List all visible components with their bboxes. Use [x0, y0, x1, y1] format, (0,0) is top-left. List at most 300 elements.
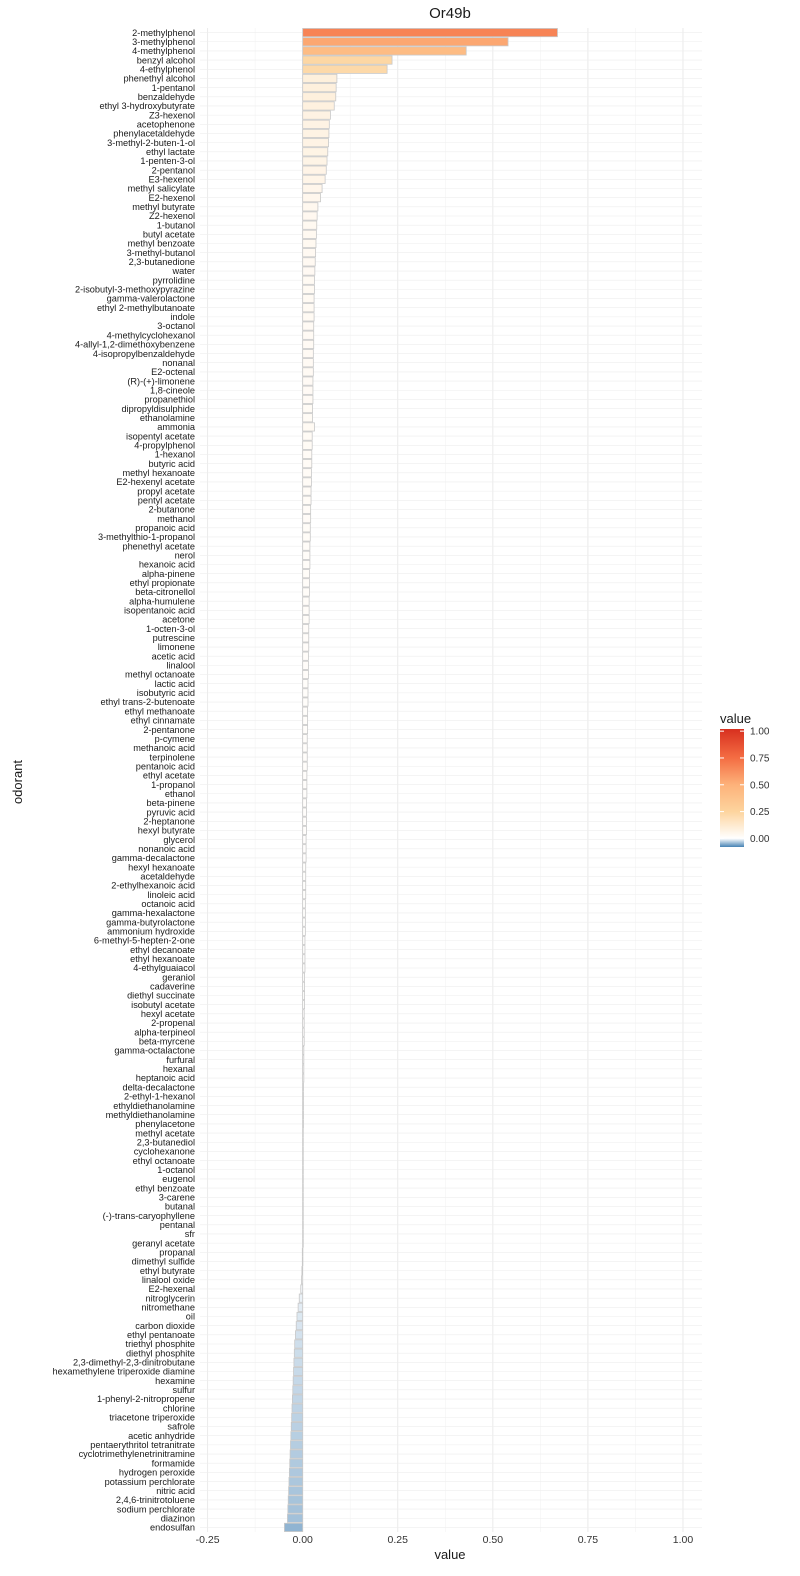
category-label: 4-methylphenol: [132, 46, 195, 57]
category-label: benzyl alcohol: [136, 55, 195, 66]
category-label: 2-pentanol: [151, 165, 195, 176]
bar: [303, 780, 307, 788]
bar: [303, 560, 310, 568]
category-label: indole: [170, 312, 195, 323]
bar: [303, 1111, 304, 1119]
category-label: triacetone triperoxide: [109, 1412, 195, 1423]
category-label: 1-octanol: [157, 1164, 195, 1175]
bar: [303, 698, 308, 706]
category-label: phenylacetone: [135, 1119, 195, 1130]
bar: [302, 1248, 303, 1256]
bar: [303, 1184, 304, 1192]
bar: [294, 1358, 303, 1366]
bar: [303, 148, 328, 156]
category-label: methyl hexanoate: [122, 467, 195, 478]
category-label: acetone: [162, 614, 195, 625]
category-label: carbon dioxide: [135, 1320, 195, 1331]
category-label: butanal: [164, 1201, 195, 1212]
bar: [303, 28, 558, 36]
bar: [303, 716, 308, 724]
bar: [303, 817, 307, 825]
category-label: ethyl methanoate: [124, 706, 195, 717]
bar: [303, 771, 307, 779]
bar: [303, 1230, 304, 1238]
bar: [303, 1001, 305, 1009]
category-label: beta-pinene: [146, 798, 195, 809]
bar: [303, 1056, 304, 1064]
bar: [303, 212, 317, 220]
bar: [303, 175, 325, 183]
category-label: acetophenone: [136, 119, 195, 130]
bar: [303, 881, 306, 889]
bar: [303, 579, 310, 587]
bar: [303, 65, 387, 73]
bar: [303, 120, 330, 128]
category-label: geranyl acetate: [132, 1238, 195, 1249]
category-label: pentaerythritol tetranitrate: [90, 1440, 195, 1451]
bar: [303, 239, 316, 247]
category-label: 2,4,6-trinitrotoluene: [115, 1495, 195, 1506]
bar: [293, 1377, 303, 1385]
category-label: lactic acid: [154, 678, 195, 689]
bar: [303, 1193, 304, 1201]
bar: [303, 450, 312, 458]
bar: [303, 56, 392, 64]
bar: [303, 203, 318, 211]
category-label: E2-hexenal: [148, 1284, 195, 1295]
bar: [293, 1386, 303, 1394]
bar: [287, 1514, 302, 1522]
bar: [303, 542, 310, 550]
category-label: 4-ethylguaiacol: [133, 963, 195, 974]
bar: [303, 1138, 304, 1146]
category-label: heptanoic acid: [135, 1073, 195, 1084]
bar: [303, 1046, 304, 1054]
category-label: gamma-butyrolactone: [106, 917, 195, 928]
bar: [303, 93, 336, 101]
bar: [303, 615, 309, 623]
bar: [303, 680, 308, 688]
bar: [303, 991, 305, 999]
bar: [303, 845, 306, 853]
bar: [303, 1166, 304, 1174]
category-label: potassium perchlorate: [104, 1476, 195, 1487]
bar: [303, 588, 310, 596]
x-tick-label: 0.50: [482, 1534, 504, 1546]
category-labels: [53, 28, 196, 1533]
bar: [303, 111, 331, 119]
bar: [289, 1477, 303, 1485]
bar: [303, 606, 309, 614]
category-label: methyl salicylate: [127, 183, 195, 194]
bar: [289, 1468, 302, 1476]
bar: [303, 478, 312, 486]
category-label: diazinon: [160, 1513, 195, 1524]
category-label: hexanal: [162, 1064, 195, 1075]
bar: [292, 1404, 303, 1412]
category-label: diethyl phosphite: [126, 1348, 195, 1359]
bar: [303, 597, 309, 605]
category-label: gamma-decalactone: [111, 853, 195, 864]
category-label: E2-hexenyl acetate: [116, 477, 195, 488]
category-label: alpha-humulene: [129, 596, 195, 607]
category-label: 4-allyl-1,2-dimethoxybenzene: [74, 339, 195, 350]
bar: [303, 936, 305, 944]
bar: [303, 799, 307, 807]
category-label: 6-methyl-5-hepten-2-one: [93, 935, 195, 946]
category-label: eugenol: [162, 1174, 195, 1185]
bar: [303, 735, 308, 743]
bar: [303, 689, 308, 697]
legend-tick-label: 0.75: [750, 753, 770, 765]
category-label: hexyl hexanoate: [128, 862, 195, 873]
bar: [303, 423, 315, 431]
category-label: ethyl butyrate: [139, 1265, 195, 1276]
bar: [302, 1267, 303, 1275]
category-label: formamide: [151, 1458, 195, 1469]
category-label: ethyl lactate: [145, 147, 195, 158]
category-label: 2,3-dimethyl-2,3-dinitrobutane: [72, 1357, 195, 1368]
category-label: 3-methyl-butanol: [126, 247, 195, 258]
category-label: oil: [185, 1311, 195, 1322]
category-label: triethyl phosphite: [125, 1339, 195, 1350]
category-label: acetic anhydride: [128, 1430, 195, 1441]
category-label: Z2-hexenol: [149, 211, 195, 222]
category-label: glycerol: [163, 834, 195, 845]
category-label: isopentanoic acid: [124, 605, 195, 616]
category-label: 4-methylcyclohexanol: [106, 330, 195, 341]
bar: [303, 652, 309, 660]
category-label: nonanoic acid: [138, 843, 195, 854]
bar: [303, 808, 307, 816]
category-label: methyl butyrate: [132, 202, 195, 213]
category-label: butyl acetate: [142, 229, 195, 240]
category-label: pentanoic acid: [135, 761, 195, 772]
category-label: 1-pentanol: [151, 82, 195, 93]
bar: [303, 753, 308, 761]
category-label: 2-ethylhexanoic acid: [111, 880, 195, 891]
category-label: cyclohexanone: [133, 1146, 195, 1157]
category-label: E2-octenal: [151, 367, 195, 378]
category-label: linalool: [166, 660, 195, 671]
bar: [303, 157, 327, 165]
category-label: 3-methylthio-1-propanol: [97, 532, 195, 543]
bar: [303, 1239, 304, 1247]
bar: [303, 570, 310, 578]
bar: [303, 221, 317, 229]
bar: [303, 900, 306, 908]
bar: [303, 322, 314, 330]
bar: [299, 1294, 302, 1302]
bar: [303, 1065, 304, 1073]
bar: [292, 1413, 303, 1421]
bar: [303, 359, 314, 367]
category-label: 4-propylphenol: [134, 440, 195, 451]
bar: [303, 340, 314, 348]
category-label: 2-methylphenol: [132, 27, 195, 38]
category-label: geraniol: [162, 972, 195, 983]
bar: [292, 1395, 302, 1403]
category-label: chlorine: [162, 1403, 195, 1414]
category-label: linalool oxide: [141, 1275, 195, 1286]
bar: [290, 1459, 303, 1467]
category-label: ethyl acetate: [142, 770, 195, 781]
category-label: 3-carene: [158, 1192, 195, 1203]
category-label: alpha-pinene: [141, 568, 195, 579]
category-label: 4-ethylphenol: [139, 64, 195, 75]
category-label: ethyl 3-hydroxybutyrate: [99, 101, 195, 112]
x-tick-label: 0.75: [577, 1534, 599, 1546]
category-label: cyclotrimethylenetrinitramine: [78, 1449, 195, 1460]
category-label: ethyl trans-2-butenoate: [100, 697, 195, 708]
bar: [303, 395, 313, 403]
bar: [303, 515, 311, 523]
category-label: dimethyl sulfide: [131, 1256, 195, 1267]
bar: [303, 194, 321, 202]
bar: [303, 1147, 304, 1155]
category-label: gamma-hexalactone: [111, 908, 195, 919]
bar: [294, 1349, 302, 1357]
bar: [303, 982, 305, 990]
bar: [303, 826, 307, 834]
bar: [290, 1450, 303, 1458]
bar: [288, 1505, 303, 1513]
bar: [303, 790, 307, 798]
category-label: sfr: [184, 1229, 195, 1240]
bar: [295, 1340, 303, 1348]
category-label: p-cymene: [154, 733, 195, 744]
category-label: terpinolene: [149, 752, 195, 763]
category-label: gamma-octalactone: [114, 1045, 195, 1056]
bar: [303, 313, 314, 321]
category-label: 3-methyl-2-buten-1-ol: [107, 137, 195, 148]
bar: [303, 762, 308, 770]
category-label: 1,8-cineole: [150, 385, 195, 396]
x-tick-label: 0.00: [292, 1534, 313, 1546]
bar: [303, 249, 316, 257]
category-label: phenethyl alcohol: [123, 73, 195, 84]
x-tick-label: 0.25: [387, 1534, 408, 1546]
bar: [303, 973, 305, 981]
legend-colorbar: [720, 729, 744, 847]
category-label: delta-decalactone: [122, 1082, 195, 1093]
bar: [303, 625, 309, 633]
category-label: methanoic acid: [133, 743, 195, 754]
bar: [303, 1129, 304, 1137]
category-label: isobutyric acid: [136, 688, 195, 699]
bar: [303, 964, 305, 972]
bar: [303, 349, 314, 357]
bar: [303, 854, 306, 862]
category-label: (R)-(+)-limonene: [127, 376, 195, 387]
bar: [303, 139, 329, 147]
category-label: E2-hexenol: [148, 192, 195, 203]
bar: [303, 1175, 304, 1183]
bar: [303, 83, 336, 91]
bar: [303, 1028, 305, 1036]
category-label: ammonium hydroxide: [107, 926, 195, 937]
bar: [296, 1322, 302, 1330]
legend: [720, 711, 770, 847]
bar: [303, 634, 309, 642]
category-label: ethanol: [164, 788, 195, 799]
bar: [303, 707, 308, 715]
category-label: propanethiol: [144, 394, 195, 405]
category-label: hexyl butyrate: [137, 825, 195, 836]
bar: [303, 872, 306, 880]
category-label: 1-octen-3-ol: [145, 623, 195, 634]
legend-tick-label: 0.50: [750, 780, 770, 792]
category-label: ethyl 2-methylbutanoate: [96, 302, 195, 313]
bar: [303, 955, 305, 963]
bar: [303, 1010, 305, 1018]
x-axis-title: value: [434, 1547, 466, 1562]
category-label: 1-butanol: [156, 220, 195, 231]
y-axis-title: odorant: [10, 759, 25, 805]
category-label: ethyl propionate: [129, 578, 195, 589]
category-label: ethyl cinnamate: [130, 715, 195, 726]
category-label: (-)-trans-caryophyllene: [102, 1210, 195, 1221]
bar: [303, 725, 308, 733]
bar: [303, 927, 306, 935]
bar: [303, 258, 316, 266]
category-label: 2-ethyl-1-hexanol: [124, 1091, 195, 1102]
category-label: hexamethylene triperoxide diamine: [52, 1366, 195, 1377]
category-label: nerol: [174, 550, 195, 561]
category-label: pyruvic acid: [146, 807, 195, 818]
bar: [291, 1432, 303, 1440]
bar: [303, 1202, 304, 1210]
category-label: butyric acid: [148, 458, 195, 469]
bar: [303, 1092, 304, 1100]
category-label: 1-phenyl-2-nitropropene: [96, 1394, 195, 1405]
bar: [303, 524, 311, 532]
category-label: limonene: [157, 642, 195, 653]
category-label: furfural: [166, 1054, 195, 1065]
category-label: 2-heptanone: [143, 816, 195, 827]
category-label: sodium perchlorate: [116, 1504, 195, 1515]
bar: [303, 129, 329, 137]
bar: [294, 1367, 303, 1375]
bar: [303, 643, 309, 651]
bar: [303, 946, 305, 954]
chart-title: Or49b: [429, 5, 471, 22]
bar: [303, 386, 313, 394]
category-label: ethyl decanoate: [130, 944, 195, 955]
bar: [288, 1496, 302, 1504]
category-label: 4-isopropylbenzaldehyde: [92, 348, 195, 359]
bar: [303, 744, 308, 752]
bar: [303, 276, 315, 284]
category-label: putrescine: [152, 633, 195, 644]
bar: [303, 230, 317, 238]
bar: [289, 1487, 303, 1495]
x-tick-label: -0.25: [195, 1534, 220, 1546]
category-label: isobutyl acetate: [131, 999, 195, 1010]
bar: [303, 331, 314, 339]
bar: [303, 459, 312, 467]
category-label: beta-myrcene: [138, 1036, 195, 1047]
category-label: methyl octanoate: [125, 669, 195, 680]
category-label: ammonia: [157, 422, 195, 433]
bar: [303, 835, 306, 843]
category-label: ethyl benzoate: [135, 1183, 195, 1194]
category-label: 2,3-butanediol: [136, 1137, 195, 1148]
bar: [303, 377, 313, 385]
bar: [303, 166, 327, 174]
category-label: hexyl acetate: [140, 1009, 195, 1020]
bar: [297, 1312, 303, 1320]
category-label: acetaldehyde: [140, 871, 195, 882]
bar: [303, 661, 309, 669]
legend-tick-label: 0.00: [750, 833, 770, 845]
bar: [303, 551, 310, 559]
bar: [303, 368, 314, 376]
category-label: 2-pentanone: [143, 724, 195, 735]
legend-tick-label: 1.00: [750, 726, 770, 738]
category-label: methyl benzoate: [127, 238, 195, 249]
bar: [302, 1276, 303, 1284]
bar: [303, 1083, 304, 1091]
category-label: propanoic acid: [135, 523, 195, 534]
bar: [303, 918, 306, 926]
category-label: nitroglycerin: [145, 1293, 195, 1304]
bar: [295, 1331, 302, 1339]
bar: [303, 47, 467, 55]
category-label: 2-propenal: [151, 1018, 195, 1029]
bar: [303, 432, 313, 440]
category-label: sulfur: [172, 1385, 195, 1396]
category-label: propanal: [159, 1247, 195, 1258]
category-label: methyl acetate: [135, 1128, 195, 1139]
category-label: 2-isobutyl-3-methoxypyrazine: [75, 284, 195, 295]
category-label: propyl acetate: [137, 486, 195, 497]
category-label: hexamine: [155, 1375, 195, 1386]
bar: [303, 304, 314, 312]
bar: [303, 863, 306, 871]
bar: [284, 1523, 302, 1531]
category-label: ethyl octanoate: [132, 1155, 195, 1166]
category-label: phenylacetaldehyde: [113, 128, 195, 139]
category-label: ethyldiethanolamine: [113, 1100, 195, 1111]
category-label: 1-propanol: [151, 779, 195, 790]
category-label: nitromethane: [141, 1302, 195, 1313]
x-tick-labels: [196, 1534, 694, 1546]
bar: [303, 74, 337, 82]
bar: [303, 505, 311, 513]
category-label: alpha-terpineol: [134, 1027, 195, 1038]
bar: [303, 1019, 305, 1027]
bar: [303, 38, 508, 46]
bar: [303, 1211, 304, 1219]
category-label: isopentyl acetate: [126, 431, 195, 442]
category-label: pentanal: [159, 1219, 195, 1230]
bar: [303, 670, 309, 678]
category-label: pentyl acetate: [137, 495, 195, 506]
bar: [303, 1221, 304, 1229]
category-label: phenethyl acetate: [122, 541, 195, 552]
bar: [303, 533, 311, 541]
category-label: dipropyldisulphide: [121, 403, 195, 414]
category-label: beta-citronellol: [135, 587, 195, 598]
category-label: ethyl hexanoate: [130, 954, 195, 965]
category-label: linoleic acid: [147, 889, 195, 900]
legend-title: value: [720, 711, 752, 726]
category-label: benzaldehyde: [137, 91, 195, 102]
bar: [303, 1037, 305, 1045]
bar: [303, 496, 311, 504]
bar: [303, 102, 335, 110]
